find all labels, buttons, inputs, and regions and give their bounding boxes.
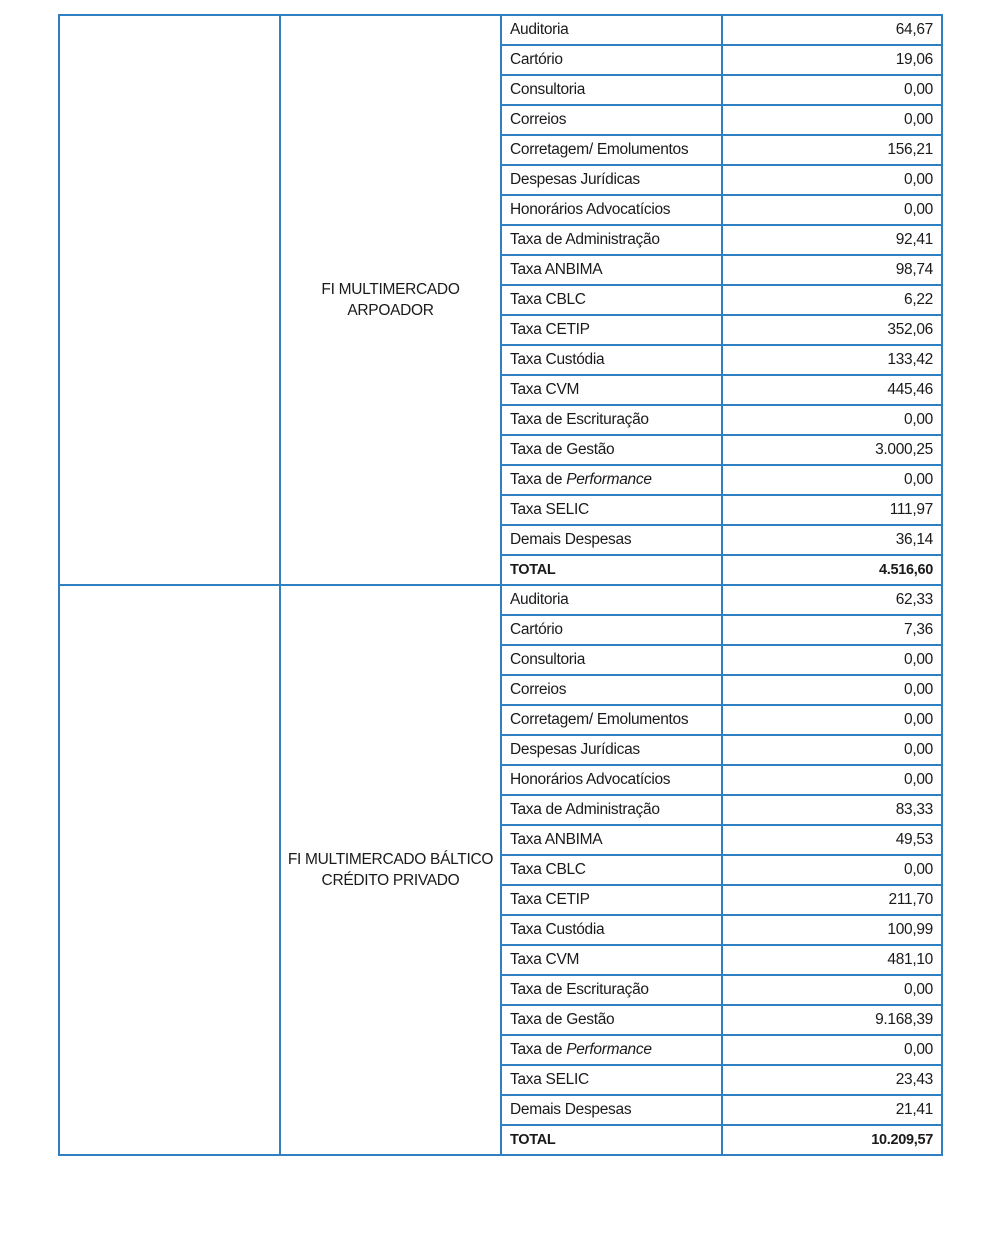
expense-value: 0,00 (722, 735, 942, 765)
expense-label (501, 1035, 722, 1065)
expense-label-text: Demais Despesas (510, 1101, 632, 1118)
expense-label-text: Cartório (510, 51, 563, 68)
expense-label (501, 465, 722, 495)
expense-label-text: Consultoria (510, 81, 586, 98)
expense-value: 0,00 (722, 105, 942, 135)
expense-value: 0,00 (722, 975, 942, 1005)
expense-label-text: Despesas Jurídicas (510, 171, 640, 188)
expense-label-text: Taxa ANBIMA (510, 831, 603, 848)
expense-label (501, 705, 722, 735)
expense-value: 445,46 (722, 375, 942, 405)
expense-label-text: Cartório (510, 621, 563, 638)
expense-value: 0,00 (722, 405, 942, 435)
expense-value: 156,21 (722, 135, 942, 165)
expense-label (501, 885, 722, 915)
expense-row (59, 585, 942, 615)
expense-label (501, 135, 722, 165)
expense-label (501, 1095, 722, 1125)
expense-label (501, 375, 722, 405)
expense-label (501, 435, 722, 465)
expense-label-text: Taxa de Escrituração (510, 411, 649, 428)
expense-value: 0,00 (722, 165, 942, 195)
total-label: TOTAL (501, 555, 722, 585)
expense-value: 3.000,25 (722, 435, 942, 465)
expense-label-text: Taxa CETIP (510, 321, 590, 338)
expense-label (501, 405, 722, 435)
expense-label (501, 195, 722, 225)
empty-group-cell (59, 585, 280, 1155)
expense-label-text: Correios (510, 111, 567, 128)
expense-value: 481,10 (722, 945, 942, 975)
expense-value: 49,53 (722, 825, 942, 855)
expense-value: 0,00 (722, 705, 942, 735)
expense-label-text: Taxa de (510, 471, 567, 488)
expense-label-text: Honorários Advocatícios (510, 771, 671, 788)
fund-name: FI MULTIMERCADO ARPOADOR (280, 15, 501, 585)
total-value: 4.516,60 (722, 555, 942, 585)
expense-value: 98,74 (722, 255, 942, 285)
expense-value: 83,33 (722, 795, 942, 825)
expense-label (501, 75, 722, 105)
expense-label-text: Taxa Custódia (510, 921, 605, 938)
expense-label (501, 585, 722, 615)
fund-name: FI MULTIMERCADO BÁLTICO CRÉDITO PRIVADO (280, 585, 501, 1155)
expense-label-text: Auditoria (510, 21, 569, 38)
expense-label (501, 345, 722, 375)
expense-row (59, 15, 942, 45)
expense-label-text: Taxa de Gestão (510, 1011, 615, 1028)
expense-label (501, 795, 722, 825)
expense-label-text: Taxa CBLC (510, 291, 586, 308)
expense-label (501, 675, 722, 705)
expense-label-text: Taxa Custódia (510, 351, 605, 368)
expense-label-text: Taxa CVM (510, 381, 580, 398)
expense-label-text: Corretagem/ Emolumentos (510, 141, 689, 158)
expense-value: 0,00 (722, 675, 942, 705)
expense-value: 100,99 (722, 915, 942, 945)
expense-label-text: Despesas Jurídicas (510, 741, 640, 758)
expense-label-text: Taxa SELIC (510, 1071, 589, 1088)
expense-label-text: Taxa de Administração (510, 801, 660, 818)
expense-value: 36,14 (722, 525, 942, 555)
expense-label (501, 825, 722, 855)
expense-value: 133,42 (722, 345, 942, 375)
expense-table (58, 14, 943, 1156)
expense-label (501, 525, 722, 555)
expense-label-text: Taxa CETIP (510, 891, 590, 908)
expense-value: 19,06 (722, 45, 942, 75)
expense-label (501, 45, 722, 75)
expense-label-text: Taxa CVM (510, 951, 580, 968)
expense-label (501, 735, 722, 765)
expense-value: 7,36 (722, 615, 942, 645)
total-value: 10.209,57 (722, 1125, 942, 1155)
expense-value: 0,00 (722, 645, 942, 675)
empty-group-cell (59, 15, 280, 585)
expense-label-italic: Performance (566, 1041, 652, 1058)
expense-value: 23,43 (722, 1065, 942, 1095)
expense-value: 64,67 (722, 15, 942, 45)
expense-label (501, 255, 722, 285)
expense-label-text: Taxa de Escrituração (510, 981, 649, 998)
expense-label (501, 855, 722, 885)
total-label: TOTAL (501, 1125, 722, 1155)
expense-label-text: Taxa ANBIMA (510, 261, 603, 278)
expense-label-text: Taxa de Gestão (510, 441, 615, 458)
expense-value: 21,41 (722, 1095, 942, 1125)
expense-table-body (59, 15, 942, 1155)
expense-value: 0,00 (722, 1035, 942, 1065)
expense-value: 0,00 (722, 465, 942, 495)
expense-label (501, 765, 722, 795)
expense-value: 111,97 (722, 495, 942, 525)
expense-label (501, 315, 722, 345)
expense-label (501, 975, 722, 1005)
expense-label-text: Auditoria (510, 591, 569, 608)
expense-label (501, 1005, 722, 1035)
expense-label (501, 15, 722, 45)
expense-value: 0,00 (722, 195, 942, 225)
expense-value: 211,70 (722, 885, 942, 915)
expense-label (501, 615, 722, 645)
expense-label-text: Taxa de (510, 1041, 567, 1058)
expense-value: 0,00 (722, 855, 942, 885)
expense-label (501, 915, 722, 945)
expense-label-text: Consultoria (510, 651, 586, 668)
expense-value: 352,06 (722, 315, 942, 345)
expense-label (501, 645, 722, 675)
expense-label (501, 945, 722, 975)
expense-label (501, 1065, 722, 1095)
expense-label-text: Corretagem/ Emolumentos (510, 711, 689, 728)
expense-value: 92,41 (722, 225, 942, 255)
expense-label-text: Taxa CBLC (510, 861, 586, 878)
expense-label (501, 285, 722, 315)
expense-label (501, 105, 722, 135)
expense-label-text: Honorários Advocatícios (510, 201, 671, 218)
expense-value: 0,00 (722, 765, 942, 795)
expense-value: 9.168,39 (722, 1005, 942, 1035)
expense-label-italic: Performance (566, 471, 652, 488)
expense-label-text: Taxa de Administração (510, 231, 660, 248)
expense-label-text: Taxa SELIC (510, 501, 589, 518)
expense-value: 62,33 (722, 585, 942, 615)
expense-label-text: Correios (510, 681, 567, 698)
expense-label (501, 225, 722, 255)
expense-label-text: Demais Despesas (510, 531, 632, 548)
expense-label (501, 495, 722, 525)
expense-value: 0,00 (722, 75, 942, 105)
expense-value: 6,22 (722, 285, 942, 315)
expense-label (501, 165, 722, 195)
